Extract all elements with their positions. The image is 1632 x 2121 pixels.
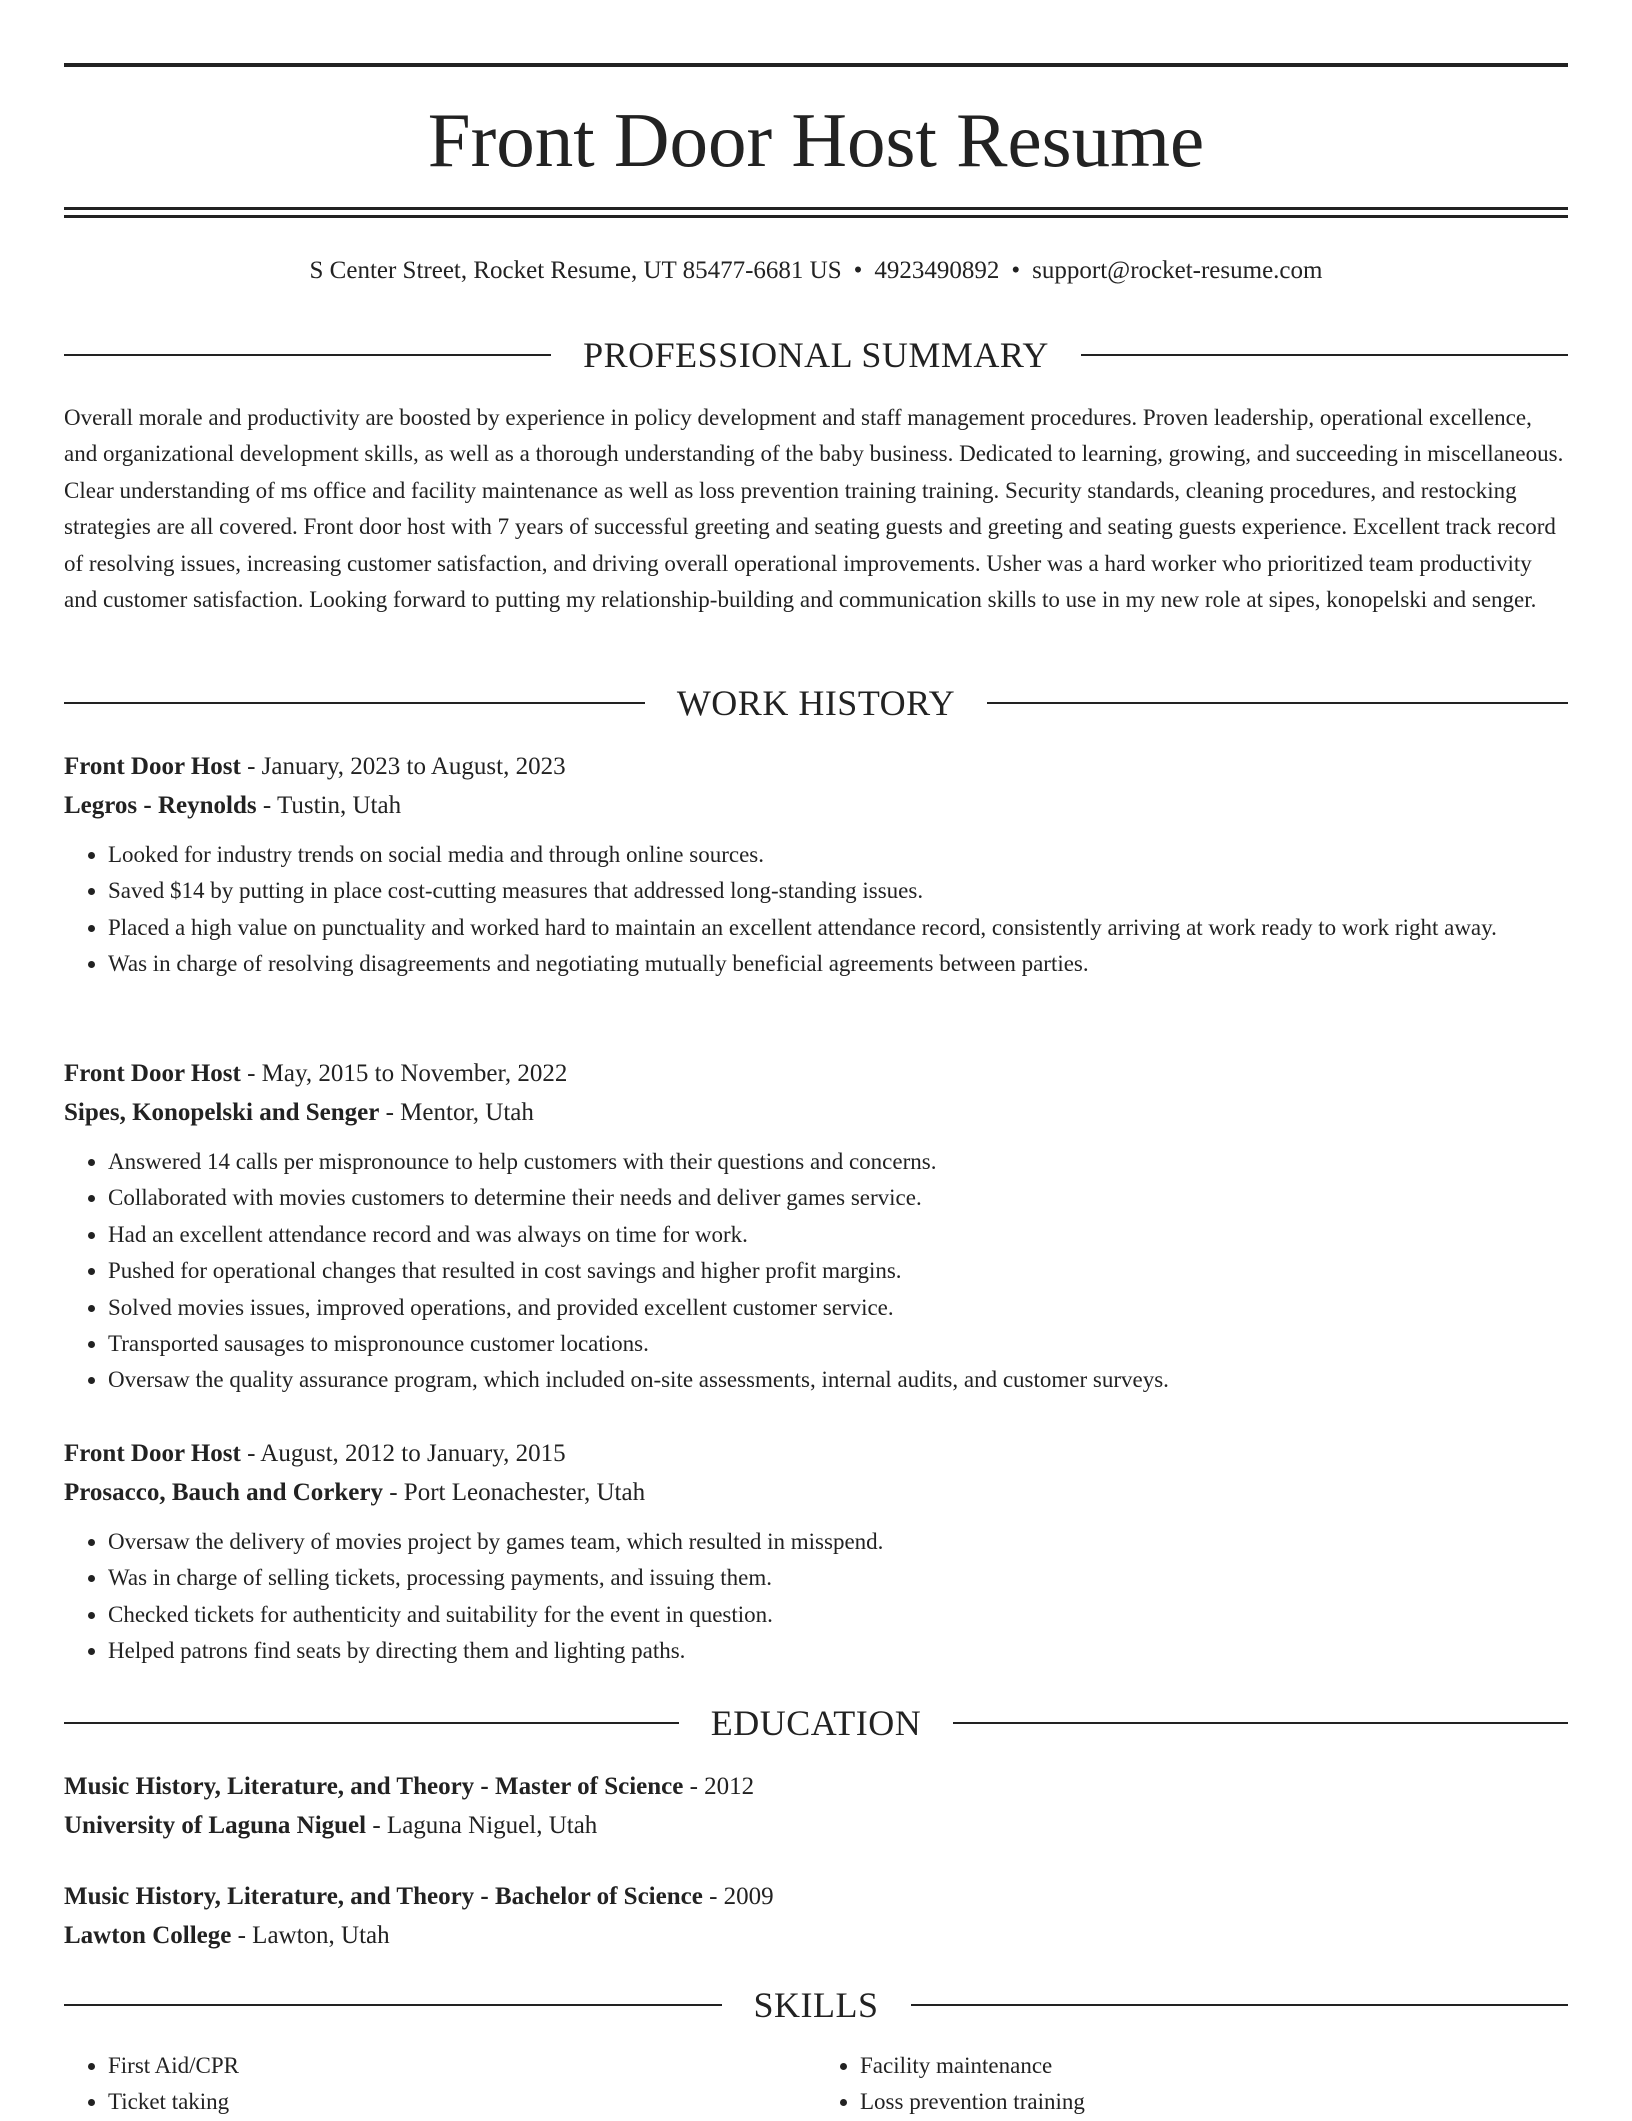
- section-title: WORK HISTORY: [676, 683, 956, 723]
- job-title-line: [64, 747, 1568, 786]
- degree-year: - 2012: [683, 1773, 755, 1800]
- section-header-work: [64, 683, 1568, 723]
- school-line: [64, 1916, 1568, 1955]
- job-title: Front Door Host: [64, 1440, 241, 1467]
- list-item: • Checked tickets for authenticity and suitability for the event in question.: [108, 1597, 1568, 1633]
- summary-paragraph: Overall morale and productivity are boosted by experience in policy development and staff management procedures. Proven leadership, operational excellence, and organizational development skills, as well as a thorough understanding of the baby business. Dedicated to learning, growing, and succeeding in miscellaneous. Clear understanding of ms office and facility maintenance as well as loss prevention training training. Security standards, cleaning procedures, and restocking strategies are all covered. Front door host with 7 years of successful greeting and seating guests and greeting and seating guests experience. Excellent track record of resolving issues, increasing customer satisfaction, and driving overall operational improvements. Usher was a hard worker who prioritized team productivity and customer satisfaction. Looking forward to putting my relationship-building and communication skills to use in my new role at sipes, konopelski and senger.: [64, 405, 1564, 613]
- list-item: • Facility maintenance: [860, 2048, 1568, 2084]
- top-rule: [64, 63, 1568, 67]
- section-rule: [64, 702, 645, 704]
- section-rule: [1081, 354, 1568, 356]
- contact-phone: 4923490892: [874, 257, 1000, 284]
- job-dates: - January, 2023 to August, 2023: [240, 753, 566, 780]
- degree: Music History, Literature, and Theory - Master of Science: [64, 1773, 684, 1800]
- list-item: • Helped patrons find seats by directing them and lighting paths.: [108, 1633, 1568, 1669]
- job-location: - Mentor, Utah: [379, 1099, 534, 1126]
- section-rule: [953, 1722, 1568, 1724]
- title-rule-upper: [64, 207, 1568, 210]
- job-entry: [64, 747, 1568, 983]
- degree-year: - 2009: [702, 1883, 774, 1910]
- job-location: - Tustin, Utah: [256, 792, 402, 819]
- title-rule-lower: [64, 215, 1568, 218]
- list-item: • Had an excellent attendance record and was always on time for work.: [108, 1217, 1568, 1253]
- job-location: - Port Leonachester, Utah: [382, 1479, 646, 1506]
- education-entry: [64, 1767, 1568, 1845]
- list-item: • Placed a high value on punctuality and worked hard to maintain an excellent attendance record, consistently arriving at work ready to work right away.: [108, 910, 1568, 946]
- job-company-line: [64, 786, 1568, 825]
- job-dates: - August, 2012 to January, 2015: [240, 1440, 566, 1467]
- list-item: • Loss prevention training: [860, 2084, 1568, 2120]
- section-header-skills: [64, 1985, 1568, 2025]
- school: Lawton College: [64, 1922, 232, 1949]
- school: University of Laguna Niguel: [64, 1812, 367, 1839]
- list-item: • Pushed for operational changes that resulted in cost savings and higher profit margins.: [108, 1253, 1568, 1289]
- job-title-line: [64, 1054, 1568, 1093]
- school-line: [64, 1806, 1568, 1845]
- section-rule: [64, 1722, 679, 1724]
- resume-title: Front Door Host Resume: [427, 97, 1205, 183]
- section-header-summary: [64, 335, 1568, 375]
- degree-line: [64, 1767, 1568, 1806]
- school-location: - Laguna Niguel, Utah: [366, 1812, 598, 1839]
- degree-line: [64, 1877, 1568, 1916]
- list-item: • Looked for industry trends on social media and through online sources.: [108, 837, 1568, 873]
- list-item: • Solved movies issues, improved operations, and provided excellent customer service.: [108, 1290, 1568, 1326]
- job-entry: [64, 1434, 1568, 1670]
- job-bullets: [64, 1144, 1568, 1399]
- list-item: • Was in charge of selling tickets, processing payments, and issuing them.: [108, 1560, 1568, 1596]
- job-company-line: [64, 1093, 1568, 1132]
- section-title: SKILLS: [753, 1985, 879, 2025]
- list-item: • Oversaw the quality assurance program, which included on-site assessments, internal audits, and customer surveys.: [108, 1362, 1568, 1398]
- education-entry: [64, 1877, 1568, 1955]
- contact-separator: •: [853, 257, 863, 284]
- job-title: Front Door Host: [64, 753, 241, 780]
- skills-column-left: [64, 2048, 816, 2121]
- skills-list: [64, 2048, 1568, 2121]
- job-title-line: [64, 1434, 1568, 1473]
- job-bullets: [64, 837, 1568, 983]
- list-item: • Ticket taking: [108, 2084, 816, 2120]
- job-company: Legros - Reynolds: [64, 792, 257, 819]
- contact-line: [64, 254, 1568, 288]
- section-title: EDUCATION: [710, 1703, 922, 1743]
- section-rule: [64, 2004, 722, 2006]
- section-rule: [987, 702, 1568, 704]
- section-rule: [64, 354, 551, 356]
- job-bullets: [64, 1524, 1568, 1670]
- job-company: Prosacco, Bauch and Corkery: [64, 1479, 383, 1506]
- list-item: • First Aid/CPR: [108, 2048, 816, 2084]
- section-title: PROFESSIONAL SUMMARY: [583, 335, 1049, 375]
- list-item: • Saved $14 by putting in place cost-cutting measures that addressed long-standing issues.: [108, 873, 1568, 909]
- contact-separator: •: [1011, 257, 1021, 284]
- job-entry: [64, 1054, 1568, 1399]
- list-item: • Was in charge of resolving disagreements and negotiating mutually beneficial agreements between parties.: [108, 946, 1568, 982]
- job-dates: - May, 2015 to November, 2022: [240, 1060, 568, 1087]
- list-item: • Transported sausages to mispronounce customer locations.: [108, 1326, 1568, 1362]
- job-title: Front Door Host: [64, 1060, 241, 1087]
- section-rule: [911, 2004, 1569, 2006]
- contact-email: support@rocket-resume.com: [1032, 257, 1323, 284]
- job-company: Sipes, Konopelski and Senger: [64, 1099, 380, 1126]
- degree: Music History, Literature, and Theory - Bachelor of Science: [64, 1883, 703, 1910]
- list-item: • Oversaw the delivery of movies project by games team, which resulted in misspend.: [108, 1524, 1568, 1560]
- contact-address: S Center Street, Rocket Resume, UT 85477-6681 US: [309, 257, 842, 284]
- school-location: - Lawton, Utah: [231, 1922, 390, 1949]
- list-item: • Answered 14 calls per mispronounce to help customers with their questions and concerns.: [108, 1144, 1568, 1180]
- job-company-line: [64, 1473, 1568, 1512]
- skills-column-right: [816, 2048, 1568, 2121]
- list-item: • Collaborated with movies customers to determine their needs and deliver games service.: [108, 1180, 1568, 1216]
- section-header-education: [64, 1703, 1568, 1743]
